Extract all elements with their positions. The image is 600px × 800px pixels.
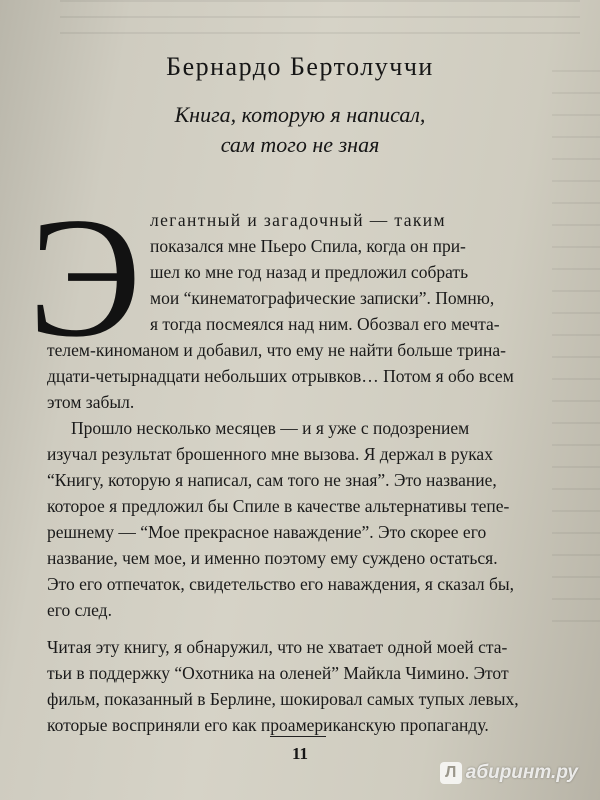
paragraph-1-line: я тогда посмеялся над ним. Обозвал его мечта- — [150, 314, 500, 334]
footer-rule — [270, 736, 326, 737]
show-through-text-top — [60, 0, 580, 44]
subtitle-line-1: Книга, которую я написал, — [174, 102, 426, 127]
chapter-subtitle — [0, 100, 600, 160]
page-number: 11 — [291, 744, 309, 763]
paragraph-2-line: Это его отпечаток, свидетельство его наваждения, я сказал бы, — [47, 574, 515, 594]
paragraph-1-line: мои “кинематографические записки”. Помню, — [150, 288, 495, 308]
watermark — [440, 762, 578, 784]
paragraph-2-line: “Книгу, которую я написал, сам того не зная”. Это название, — [47, 470, 497, 490]
paragraph-2-line: которое я предложил бы Спиле в качестве альтернативы тепе- — [47, 496, 510, 516]
paragraph-2-line: название, чем мое, и именно поэтому ему суждено остаться. — [47, 548, 498, 568]
subtitle-line-2: сам того не зная — [220, 132, 380, 157]
paragraph-2-line: его след. — [47, 600, 112, 620]
paragraph-3-line: фильм, показанный в Берлине, шокировал самых тупых левых, — [47, 689, 519, 709]
paragraph-2-line: изучал результат брошенного мне вызова. Я держал в руках — [47, 444, 493, 464]
paragraph-2-line: Прошло несколько месяцев — и я уже с подозрением — [71, 418, 470, 438]
paragraph-1-line: шел ко мне год назад и предложил собрать — [150, 262, 469, 282]
paragraph-1-line: этом забыл. — [47, 392, 135, 412]
paragraph-3-line: которые восприняли его как проамериканскую пропаганду. — [47, 715, 489, 735]
watermark-text: абиринт.ру — [465, 762, 578, 783]
paragraph-1-line: легантный и загадочный — таким — [150, 210, 446, 230]
paragraph-1-line: показался мне Пьеро Спила, когда он при- — [150, 236, 466, 256]
author-heading: Бернардо Бертолуччи — [166, 52, 434, 81]
paragraph-3-line: Читая эту книгу, я обнаружил, что не хватает одной моей ста- — [47, 637, 508, 657]
paragraph-2-line: решнему — “Мое прекрасное наваждение”. Это скорее его — [47, 522, 487, 542]
paragraph-1-line: дцати-четырнадцати небольших отрывков… Потом я обо всем — [47, 366, 514, 386]
labirint-logo-icon: Л — [440, 762, 462, 784]
paragraph-1-line: телем-киноманом и добавил, что ему не найти больше трина- — [47, 340, 506, 360]
drop-cap: Э — [28, 183, 142, 373]
paragraph-3-line: тьи в поддержку “Охотника на оленей” Майкла Чимино. Этот — [47, 663, 509, 683]
